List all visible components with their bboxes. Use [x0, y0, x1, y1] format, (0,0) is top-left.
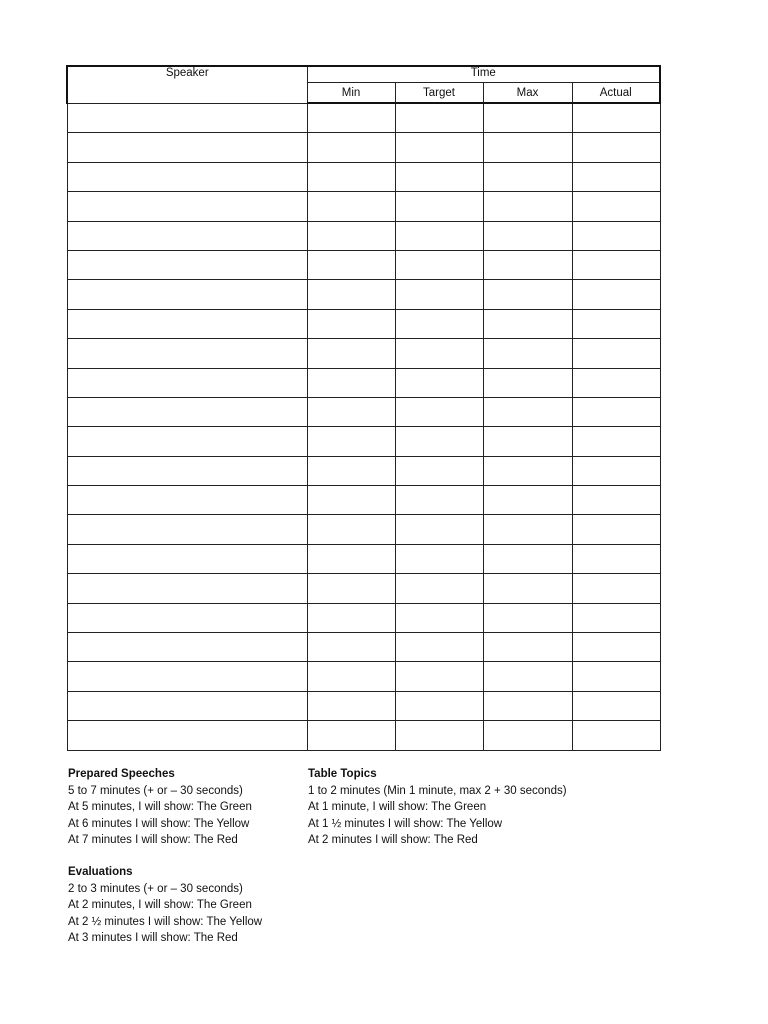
min-cell[interactable]: [307, 192, 395, 221]
target-cell[interactable]: [395, 309, 483, 338]
actual-cell[interactable]: [572, 250, 660, 279]
prepared-line: At 7 minutes I will show: The Red: [68, 834, 238, 846]
table-topics-section: [308, 766, 567, 849]
table-topics-line: At 1 ½ minutes I will show: The Yellow: [308, 817, 503, 830]
min-cell[interactable]: [307, 309, 395, 338]
max-header: Max: [483, 83, 572, 104]
actual-cell[interactable]: [572, 368, 660, 397]
speaker-cell[interactable]: [67, 162, 307, 191]
max-cell[interactable]: [483, 250, 572, 279]
max-cell[interactable]: [483, 162, 572, 191]
max-cell[interactable]: [483, 456, 572, 485]
speaker-cell[interactable]: [67, 662, 307, 691]
max-cell[interactable]: [483, 221, 572, 250]
actual-cell[interactable]: [572, 397, 660, 426]
table-row: [67, 133, 660, 162]
target-cell[interactable]: [395, 162, 483, 191]
target-cell[interactable]: [395, 103, 483, 133]
min-cell[interactable]: [307, 339, 395, 368]
min-cell[interactable]: [307, 103, 395, 133]
min-cell[interactable]: [307, 250, 395, 279]
speaker-cell[interactable]: [67, 633, 307, 662]
actual-cell[interactable]: [572, 427, 660, 456]
target-cell[interactable]: [395, 397, 483, 426]
min-header: Min: [307, 83, 395, 104]
max-cell[interactable]: [483, 368, 572, 397]
table-row: [67, 309, 660, 338]
prepared-line: At 5 minutes, I will show: The Green: [68, 801, 252, 813]
target-cell[interactable]: [395, 427, 483, 456]
min-cell[interactable]: [307, 633, 395, 662]
min-cell[interactable]: [307, 486, 395, 515]
target-cell[interactable]: [395, 633, 483, 662]
speaker-header: Speaker: [67, 66, 307, 103]
max-cell[interactable]: [483, 544, 572, 573]
min-cell[interactable]: [307, 368, 395, 397]
table-row: [67, 633, 660, 662]
target-cell[interactable]: [395, 339, 483, 368]
table-topics-line: At 1 minute, I will show: The Green: [308, 801, 487, 813]
speaker-cell[interactable]: [67, 574, 307, 603]
min-cell[interactable]: [307, 397, 395, 426]
min-cell[interactable]: [307, 691, 395, 720]
table-row: [67, 574, 660, 603]
min-cell[interactable]: [307, 280, 395, 309]
table-row: [67, 662, 660, 691]
target-cell[interactable]: [395, 574, 483, 603]
target-cell[interactable]: [395, 603, 483, 632]
table-row: [67, 691, 660, 720]
actual-cell[interactable]: [572, 574, 660, 603]
prepared-speeches-title: Prepared Speeches: [68, 768, 175, 780]
speaker-cell[interactable]: [67, 368, 307, 397]
table-topics-line: At 2 minutes I will show: The Red: [308, 834, 478, 846]
min-cell[interactable]: [307, 221, 395, 250]
table-row: [67, 103, 660, 133]
prepared-speeches-section: [68, 766, 252, 849]
target-cell[interactable]: [395, 515, 483, 544]
min-cell[interactable]: [307, 721, 395, 750]
actual-cell[interactable]: [572, 691, 660, 720]
speaker-cell[interactable]: [67, 544, 307, 573]
min-cell[interactable]: [307, 603, 395, 632]
min-cell[interactable]: [307, 662, 395, 691]
max-cell[interactable]: [483, 309, 572, 338]
actual-cell[interactable]: [572, 662, 660, 691]
max-cell[interactable]: [483, 603, 572, 632]
speaker-cell[interactable]: [67, 603, 307, 632]
speaker-cell[interactable]: [67, 486, 307, 515]
evaluations-line: 2 to 3 minutes (+ or – 30 seconds): [68, 882, 243, 895]
max-cell[interactable]: [483, 515, 572, 544]
speaker-cell[interactable]: [67, 280, 307, 309]
target-header: Target: [395, 83, 483, 104]
max-cell[interactable]: [483, 192, 572, 221]
speaker-cell[interactable]: [67, 721, 307, 750]
max-cell[interactable]: [483, 397, 572, 426]
speaker-cell[interactable]: [67, 103, 307, 133]
actual-header: Actual: [572, 83, 660, 104]
prepared-line: At 6 minutes I will show: The Yellow: [68, 817, 250, 830]
table-row: [67, 721, 660, 750]
speaker-cell[interactable]: [67, 221, 307, 250]
actual-cell[interactable]: [572, 339, 660, 368]
table-row: [67, 397, 660, 426]
speaker-cell[interactable]: [67, 339, 307, 368]
table-row: [67, 339, 660, 368]
evaluations-title: Evaluations: [68, 866, 133, 878]
target-cell[interactable]: [395, 544, 483, 573]
table-row: [67, 427, 660, 456]
table-row: [67, 280, 660, 309]
target-cell[interactable]: [395, 133, 483, 162]
target-cell[interactable]: [395, 456, 483, 485]
actual-cell[interactable]: [572, 515, 660, 544]
target-cell[interactable]: [395, 662, 483, 691]
max-cell[interactable]: [483, 662, 572, 691]
min-cell[interactable]: [307, 544, 395, 573]
max-cell[interactable]: [483, 339, 572, 368]
speaker-cell[interactable]: [67, 515, 307, 544]
max-cell[interactable]: [483, 486, 572, 515]
evaluations-line: At 2 ½ minutes I will show: The Yellow: [68, 915, 263, 928]
target-cell[interactable]: [395, 486, 483, 515]
speaker-cell[interactable]: [67, 427, 307, 456]
table-row: [67, 162, 660, 191]
target-cell[interactable]: [395, 691, 483, 720]
actual-cell[interactable]: [572, 192, 660, 221]
target-cell[interactable]: [395, 721, 483, 750]
min-cell[interactable]: [307, 515, 395, 544]
min-cell[interactable]: [307, 427, 395, 456]
target-cell[interactable]: [395, 280, 483, 309]
max-cell[interactable]: [483, 574, 572, 603]
actual-cell[interactable]: [572, 221, 660, 250]
speaker-cell[interactable]: [67, 133, 307, 162]
max-cell[interactable]: [483, 427, 572, 456]
min-cell[interactable]: [307, 162, 395, 191]
table-topics-title: Table Topics: [308, 768, 377, 780]
max-cell[interactable]: [483, 280, 572, 309]
max-cell[interactable]: [483, 691, 572, 720]
time-header: Time: [307, 66, 660, 83]
speaker-cell[interactable]: [67, 192, 307, 221]
speaker-cell[interactable]: [67, 250, 307, 279]
actual-cell[interactable]: [572, 162, 660, 191]
speaker-cell[interactable]: [67, 309, 307, 338]
table-row: [67, 456, 660, 485]
evaluations-line: At 3 minutes I will show: The Red: [68, 932, 238, 944]
table-row: [67, 515, 660, 544]
speaker-cell[interactable]: [67, 691, 307, 720]
max-cell[interactable]: [483, 103, 572, 133]
target-cell[interactable]: [395, 192, 483, 221]
prepared-line: 5 to 7 minutes (+ or – 30 seconds): [68, 784, 243, 797]
evaluations-section: [68, 864, 262, 947]
target-cell[interactable]: [395, 368, 483, 397]
table-topics-line: 1 to 2 minutes (Min 1 minute, max 2 + 30 seconds): [308, 784, 567, 797]
max-cell[interactable]: [483, 633, 572, 662]
actual-cell[interactable]: [572, 721, 660, 750]
table-row: [67, 368, 660, 397]
actual-cell[interactable]: [572, 633, 660, 662]
actual-cell[interactable]: [572, 133, 660, 162]
speaker-cell[interactable]: [67, 397, 307, 426]
timing-table-body: [67, 103, 660, 750]
table-row: [67, 544, 660, 573]
actual-cell[interactable]: [572, 544, 660, 573]
actual-cell[interactable]: [572, 309, 660, 338]
actual-cell[interactable]: [572, 603, 660, 632]
table-row: [67, 486, 660, 515]
evaluations-line: At 2 minutes, I will show: The Green: [68, 899, 252, 911]
actual-cell[interactable]: [572, 456, 660, 485]
min-cell[interactable]: [307, 574, 395, 603]
timing-table: [66, 65, 661, 751]
table-row: [67, 221, 660, 250]
actual-cell[interactable]: [572, 486, 660, 515]
table-row: [67, 250, 660, 279]
max-cell[interactable]: [483, 133, 572, 162]
min-cell[interactable]: [307, 133, 395, 162]
actual-cell[interactable]: [572, 280, 660, 309]
speaker-cell[interactable]: [67, 456, 307, 485]
actual-cell[interactable]: [572, 103, 660, 133]
max-cell[interactable]: [483, 721, 572, 750]
target-cell[interactable]: [395, 221, 483, 250]
min-cell[interactable]: [307, 456, 395, 485]
target-cell[interactable]: [395, 250, 483, 279]
table-row: [67, 192, 660, 221]
table-row: [67, 603, 660, 632]
